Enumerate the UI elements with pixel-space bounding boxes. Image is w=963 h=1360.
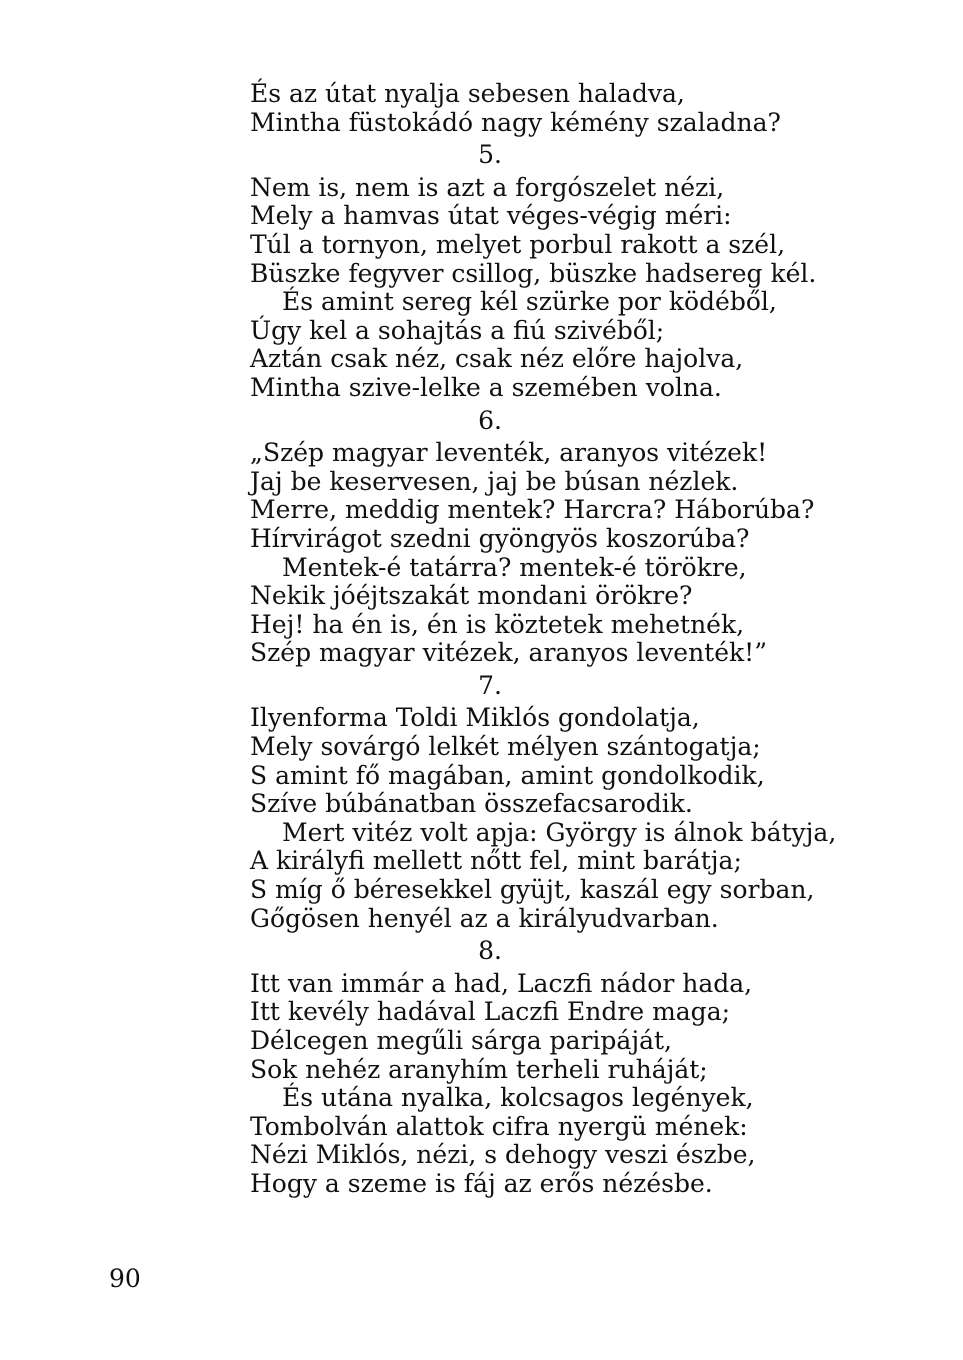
poem-line: Mely a hamvas útat véges-végig méri: — [250, 201, 732, 231]
stanza — [250, 970, 850, 1199]
stanza-number: 7. — [478, 670, 502, 700]
poem-line: Mintha füstokádó nagy kémény szaladna? — [250, 107, 781, 137]
stanza-number: 5. — [478, 140, 502, 170]
poem-line: Mintha szive-lelke a szemében volna. — [250, 372, 722, 402]
poem-line: És utána nyalka, kolcsagos legények, — [282, 1083, 754, 1113]
stanza — [250, 174, 850, 403]
poem-line: És az útat nyalja sebesen haladva, — [250, 79, 685, 108]
poem-line: Túl a tornyon, melyet porbul rakott a szél, — [250, 229, 786, 259]
poem-line: Aztán csak néz, csak néz előre hajolva, — [250, 344, 744, 374]
poem-line: Nem is, nem is azt a forgószelet nézi, — [250, 172, 725, 202]
poem-line: Délcegen megűli sárga paripáját, — [250, 1026, 672, 1055]
poem-line: Ilyenforma Toldi Miklós gondolatja, — [250, 703, 700, 733]
poem-text — [250, 80, 850, 1199]
poem-line: S míg ő béresekkel gyüjt, kaszál egy sorban, — [250, 875, 815, 905]
stanza — [250, 439, 850, 668]
poem-line: Itt van immár a had, Laczfi nádor hada, — [250, 968, 753, 998]
poem-line: Mert vitéz volt apja: György is álnok bátyja, — [282, 817, 837, 847]
stanza — [250, 704, 850, 933]
poem-line: Itt kevély hadával Laczfi Endre maga; — [250, 997, 731, 1027]
poem-line: Szép magyar vitézek, aranyos leventék!” — [250, 638, 767, 668]
poem-line: Hej! ha én is, én is köztetek mehetnék, — [250, 609, 745, 639]
poem-line: Szíve búbánatban összefacsarodik. — [250, 789, 693, 819]
poem-line: Sok nehéz aranyhím terheli ruháját; — [250, 1054, 708, 1084]
poem-line: Jaj be keservesen, jaj be búsan nézlek. — [250, 466, 739, 496]
stanza-number: 6. — [478, 405, 502, 435]
stanza-number: 8. — [478, 936, 502, 966]
poem-line: Mentek-é tatárra? mentek-é törökre, — [282, 552, 747, 582]
poem-line: Úgy kel a sohajtás a fiú szivéből; — [250, 315, 665, 345]
page-number: 90 — [109, 1264, 141, 1293]
poem-line: „Szép magyar leventék, aranyos vitézek! — [250, 438, 768, 468]
poem-line: Gőgösen henyél az a királyudvarban. — [250, 903, 719, 933]
poem-line: Hírvirágot szedni gyöngyös koszorúba? — [250, 523, 750, 553]
poem-line: És amint sereg kél szürke por ködéből, — [282, 287, 777, 317]
poem-line: Tombolván alattok cifra nyergü mének: — [250, 1111, 748, 1141]
poem-line: Nézi Miklós, nézi, s dehogy veszi észbe, — [250, 1140, 756, 1170]
poem-line: Nekik jóéjtszakát mondani örökre? — [250, 581, 693, 611]
poem-line: Mely sovárgó lelkét mélyen szántogatja; — [250, 732, 761, 762]
poem-line: Hogy a szeme is fáj az erős nézésbe. — [250, 1168, 713, 1198]
poem-line: Büszke fegyver csillog, büszke hadsereg kél. — [250, 258, 817, 288]
poem-line: S amint fő magában, amint gondolkodik, — [250, 760, 765, 790]
poem-line: Merre, meddig mentek? Harcra? Háborúba? — [250, 495, 815, 525]
poem-line: A királyfi mellett nőtt fel, mint barátja; — [250, 846, 742, 876]
